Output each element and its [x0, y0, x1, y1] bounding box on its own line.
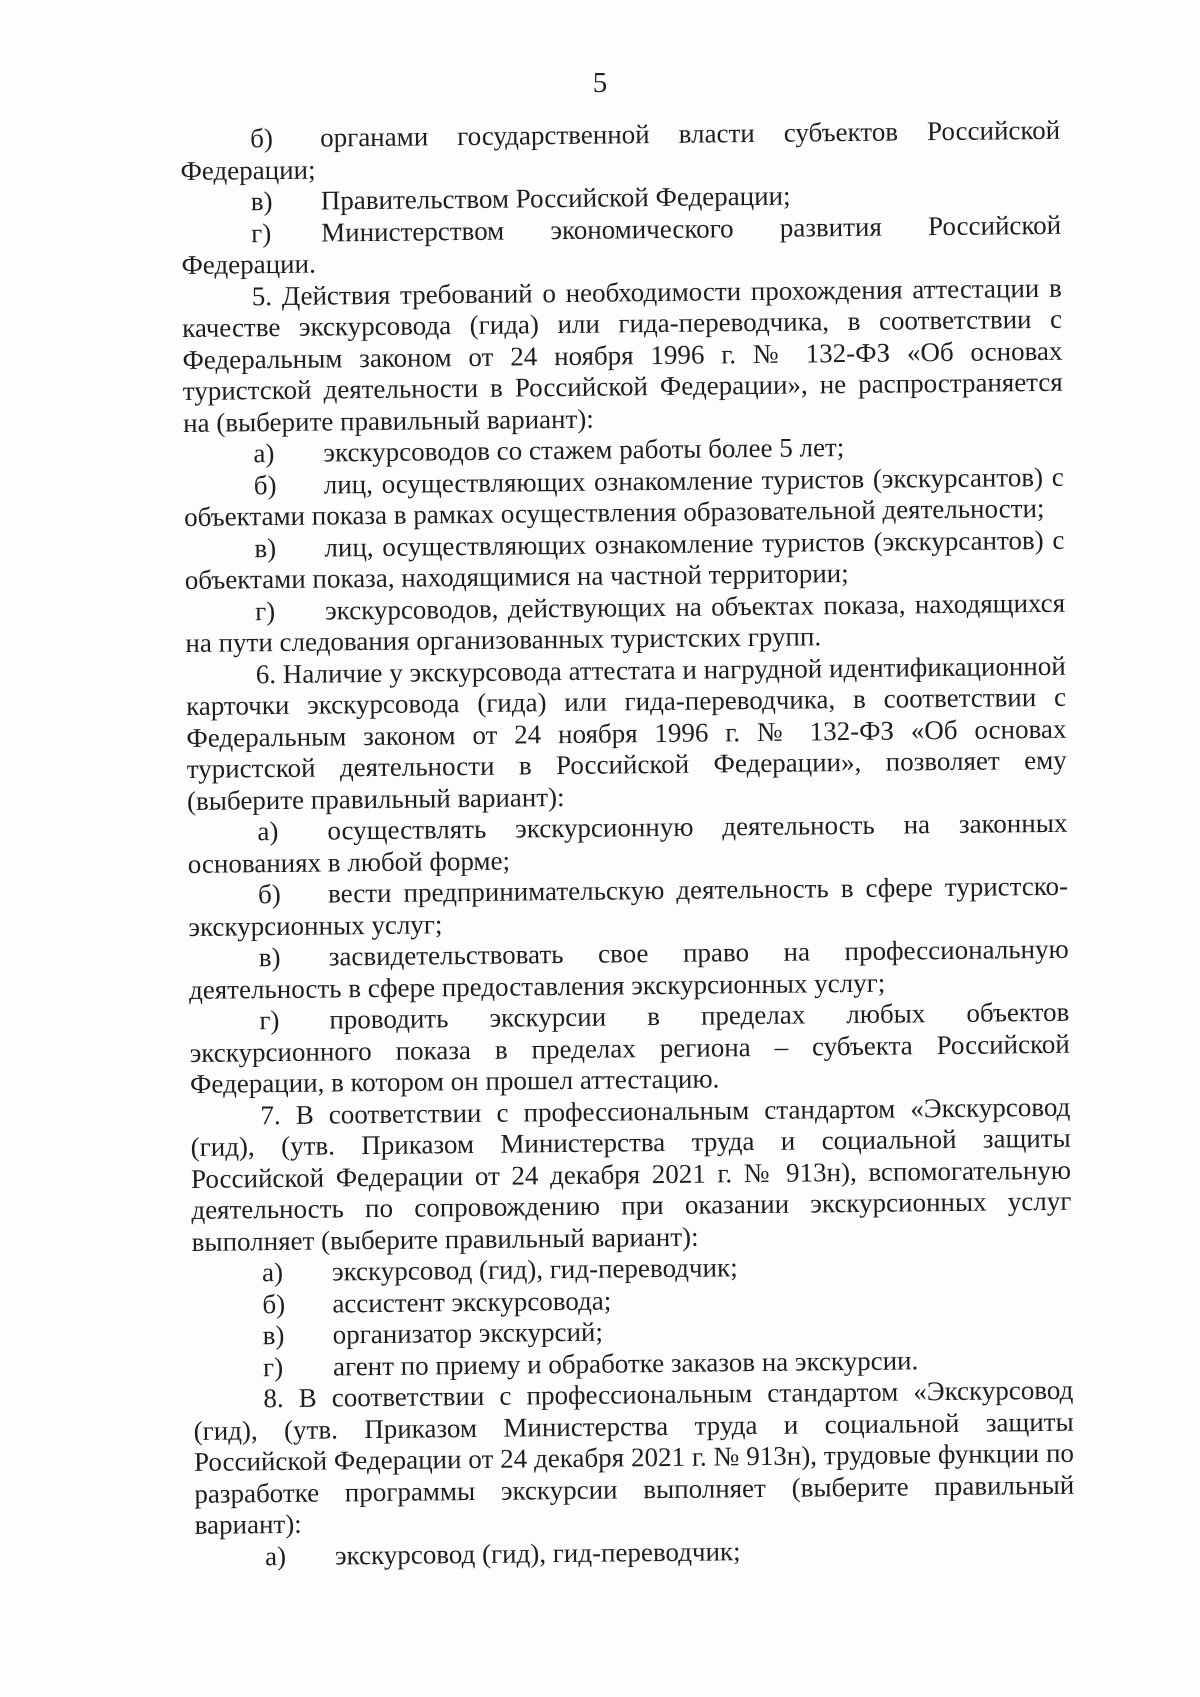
question-6: 6. Наличие у экскурсовода аттестата и нагрудной идентификационной карточки экскурсовода (гида) или гида-переводчика, в соответствии с Федеральным законом от 24 ноября 1996 г. № 132-ФЗ «Об основах туристской деятельности в Российской Федерации», позволяет ему (выберите правильный вариант): — [185, 650, 1067, 816]
question-8: 8. В соответствии с профессиональным стандартом «Экскурсовод (гид), (утв. Приказом Министерства труда и социальной защиты Российской Федерации от 24 декабря 2021 г. № 913н), трудовые функции по разработке программы экскурсии выполняет (выберите правильный вариант): — [193, 1374, 1075, 1540]
option-text: агент по приему и обработке заказов на экскурсии. — [332, 1344, 919, 1381]
option-letter: г) — [250, 217, 272, 248]
option-letter: а) — [264, 1540, 287, 1571]
option-text: лиц, осуществляющих ознакомление туристов (экскурсантов) с объектами показа в рамках осуществления образовательной деятельности; — [183, 461, 1064, 532]
option-text: экскурсоводов, действующих на объектах показа, находящихся на пути следования организованных туристских групп. — [185, 587, 1066, 658]
option-text: вести предпринимательскую деятельность в сфере туристско-экскурсионных услуг; — [188, 870, 1069, 942]
option-letter: б) — [249, 123, 274, 154]
option-text: проводить экскурсии в пределах любых объектов экскурсионного показа в пределах региона – субъекта Российской Федерации, в котором он прошел аттестацию. — [189, 996, 1070, 1099]
option-letter: а) — [253, 438, 275, 469]
option-text: Министерством экономического развития Российской Федерации. — [181, 209, 1062, 280]
question-7: 7. В соответствии с профессиональным стандартом «Экскурсовод (гид), (утв. Приказом Министерства труда и социальной защиты Российской Федерации от 24 декабря 2021 г. № 913н), вспомогательную деятельность по сопровождению при оказании экскурсионных услуг выполняет (выберите правильный вариант): — [190, 1091, 1072, 1257]
option-letter: г) — [259, 1005, 280, 1036]
option-letter: в) — [254, 532, 277, 563]
page-number: 5 — [592, 67, 608, 99]
option-text: экскурсовод (гид), гид-переводчик; — [331, 1252, 738, 1287]
answer-option — [180, 115, 1061, 187]
option-text: лиц, осуществляющих ознакомление туристов (экскурсантов) с объектами показа, находящимися на частной территории; — [184, 524, 1065, 595]
option-letter: в) — [250, 186, 273, 217]
answer-option — [184, 461, 1065, 533]
option-text: органами государственной власти субъектов Российской Федерации; — [180, 114, 1061, 186]
option-letter: в) — [258, 941, 281, 973]
answer-option — [184, 524, 1065, 596]
answer-option — [188, 871, 1069, 943]
answer-option — [189, 934, 1070, 1006]
answer-option — [189, 997, 1070, 1101]
option-letter: б) — [253, 469, 277, 500]
option-text: Правительством Российской Федерации; — [320, 180, 791, 216]
document-body — [180, 115, 1075, 1573]
option-text: засвидетельствовать свое право на профессиональную деятельность в сфере предоставления экскурсионных услуг; — [188, 933, 1069, 1005]
question-5: 5. Действия требований о необходимости прохождения аттестации в качестве экскурсовода (гида) или гида-переводчика, в соответствии с Федеральным законом от 24 ноября 1996 г. № 132-ФЗ «Об основах туристской деятельности в Российской Федерации», не распространяется на (выберите правильный вариант): — [181, 272, 1063, 438]
option-letter: в) — [262, 1319, 285, 1351]
option-letter: а) — [261, 1256, 284, 1288]
answer-option — [181, 209, 1062, 281]
option-text: экскурсоводов со стажем работы более 5 лет; — [323, 432, 845, 468]
option-letter: б) — [257, 878, 281, 910]
answer-option — [187, 808, 1068, 880]
option-letter: г) — [254, 595, 276, 626]
option-text: организатор экскурсий; — [332, 1316, 604, 1350]
option-text: осуществлять экскурсионную деятельность на законных основаниях в любой форме; — [187, 807, 1068, 879]
option-text: ассистент экскурсовода; — [332, 1285, 612, 1318]
option-text: экскурсовод (гид), гид-переводчик; — [334, 1535, 741, 1570]
option-letter: г) — [262, 1351, 284, 1382]
option-letter: а) — [257, 816, 279, 847]
answer-option — [185, 587, 1066, 659]
option-letter: б) — [262, 1288, 286, 1319]
